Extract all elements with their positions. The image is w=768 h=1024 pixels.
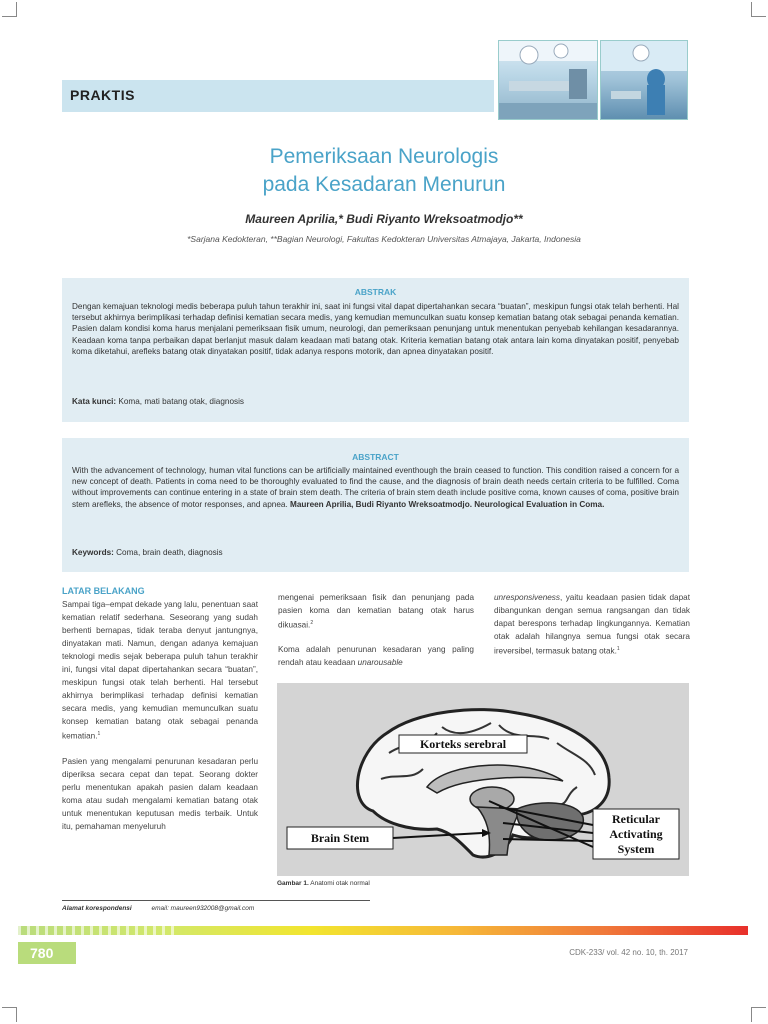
- abstrak-text: Dengan kemajuan teknologi medis beberapa puluh tahun terakhir ini, saat ini fungsi vital dapat dipertahankan secara “buatan”, meskipun fungsi otak telah berhenti. Hal tersebut akhirnya berimplikasi terhadap definisi kematian secara medis, yang kemudian memunculkan suatu konsep kematian batang otak sebagai penanda kematian. Pasien dalam kondisi koma harus menjalani pemeriksaan fisik umum, neurologi, dan pemeriksaan penunjang untuk menentukan penyebab kehilangan kesadarannya. Keadaan koma tanpa perbaikan dapat berlanjut masuk dalam keadaan mati batang otak. Kriteria kematian batang otak antara lain koma dinyatakan positif, penyebab koma diketahui, arefleks batang otak dinyatakan positif, tidak adanya respons motorik, dan apnea dinyatakan positif.: [72, 302, 679, 356]
- column-2: [278, 591, 474, 669]
- paragraph: [278, 643, 474, 669]
- abstrak-title: ABSTRAK: [354, 287, 397, 297]
- article-title-line-2: pada Kesadaran Menurun: [262, 173, 506, 196]
- keywords-label: Keywords:: [72, 548, 114, 557]
- abstract-keywords: [72, 548, 223, 557]
- abstract-citation: Maureen Aprilia, Budi Riyanto Wreksoatmodjo. Neurological Evaluation in Coma.: [290, 499, 605, 509]
- figure-caption: [277, 880, 370, 887]
- page-number: 780: [30, 945, 54, 961]
- abstract-body: With the advancement of technology, human vital functions can be artificially maintained eventhough the brain ceased to function. This condition raised a concern for a new concept of death. Patients in coma need to be thoroughly evaluated to find the cause, and the diagnosis of brain death needs certain criteria to be fulfilled. Coma without improvements can continue entering in a state of brain stem death. The criteria of brain stem death include positive coma, known causes of coma, positive brain stem arefleks, the absence of motor responses, and apnea.: [72, 466, 679, 509]
- section-heading: LATAR BELAKANG: [62, 586, 145, 596]
- abstrak-box: [62, 278, 689, 422]
- header-photo-surgeons: [600, 40, 688, 120]
- crop-mark: [751, 1007, 766, 1022]
- label-system: System: [617, 842, 655, 856]
- label-korteks-serebral: Korteks serebral: [419, 737, 507, 751]
- affiliation: *Sarjana Kedokteran, **Bagian Neurologi, Fakultas Kedokteran Universitas Atmajaya, Jakarta, Indonesia: [187, 234, 581, 244]
- reference-marker: 1: [97, 731, 101, 737]
- label-activating: Activating: [609, 827, 663, 841]
- abstract-box: [62, 438, 689, 572]
- correspondence-footnote: [62, 905, 254, 912]
- crop-mark: [2, 2, 17, 17]
- paragraph: [62, 598, 258, 743]
- keywords-text: Koma, mati batang otak, diagnosis: [116, 397, 245, 406]
- footnote-email: email: maureen932008@gmail.com: [151, 905, 255, 912]
- keywords-text: Coma, brain death, diagnosis: [113, 548, 223, 557]
- paragraph: Pasien yang mengalami penurunan kesadaran perlu diperiksa secara cepat dan tepat. Seorang dokter perlu menentukan apakah pasien dalam keadaan koma atau sudah mengalami kematian batang otak untuk menentukan keputusan medis terbaik. Untuk itu, pemahaman menyeluruh: [62, 756, 258, 831]
- column-3: [494, 591, 690, 658]
- authors: Maureen Aprilia,* Budi Riyanto Wreksoatmodjo**: [245, 212, 523, 226]
- label-reticular: Reticular: [612, 812, 660, 826]
- italic-term: unresponsiveness: [494, 593, 560, 602]
- column-1: [62, 585, 258, 833]
- paragraph-text: mengenai pemeriksaan fisik dan penunjang pada pasien koma dan kematian batang otak harus dikuasai.: [278, 593, 474, 630]
- reference-marker: 1: [616, 646, 620, 652]
- abstrak-keywords: [72, 397, 244, 406]
- caption-text: Anatomi otak normal: [308, 880, 370, 887]
- article-title-line-1: Pemeriksaan Neurologis: [269, 145, 499, 168]
- section-label: PRAKTIS: [70, 87, 135, 103]
- footnote-divider: [62, 900, 370, 901]
- reference-marker: 2: [310, 620, 314, 626]
- crop-mark: [751, 2, 766, 17]
- label-brain-stem: Brain Stem: [310, 831, 370, 845]
- brain-anatomy-figure: [277, 683, 689, 876]
- abstract-text: [72, 465, 679, 510]
- crop-mark: [2, 1007, 17, 1022]
- paragraph-text: , yaitu keadaan pasien tidak dapat dibangunkan dengan semua rangsangan dan tidak dapat berespons terhadap lingkungannya. Kematian otak adalah hilangnya semua fungsi otak secara ireversibel, termasuk batang otak.: [494, 593, 690, 656]
- keywords-label: Kata kunci:: [72, 397, 117, 406]
- footnote-label: Alamat korespondensi: [62, 905, 132, 912]
- italic-term: unarousable: [357, 657, 403, 667]
- journal-citation: CDK-233/ vol. 42 no. 10, th. 2017: [569, 948, 688, 957]
- paragraph-text: Sampai tiga–empat dekade yang lalu, penentuan saat kematian relatif sederhana. Seseorang yang sudah berhenti bernapas, tidak teraba denyut jantungnya, dinyatakan mati. Namun, dengan adanya kemajuan teknologi medis sejak beberapa puluh tahun terakhir ini, fungsi vital dapat dipertahankan secara “buatan”, meskipun fungsi otak telah berhenti. Hal tersebut akhirnya berimplikasi terhadap definisi kematian secara medis, yang kemudian memunculkan suatu konsep kematian batang otak sebagai penanda kematian.: [62, 600, 258, 741]
- caption-label: Gambar 1.: [277, 880, 309, 887]
- abstract-title: ABSTRACT: [352, 452, 399, 462]
- paragraph: [278, 591, 474, 632]
- strip-dot-pattern: [18, 926, 178, 935]
- header-photo-operating-room: [498, 40, 598, 120]
- paragraph: [494, 591, 690, 658]
- paragraph-text: Koma adalah penurunan kesadaran yang paling rendah atau keadaan: [278, 644, 474, 667]
